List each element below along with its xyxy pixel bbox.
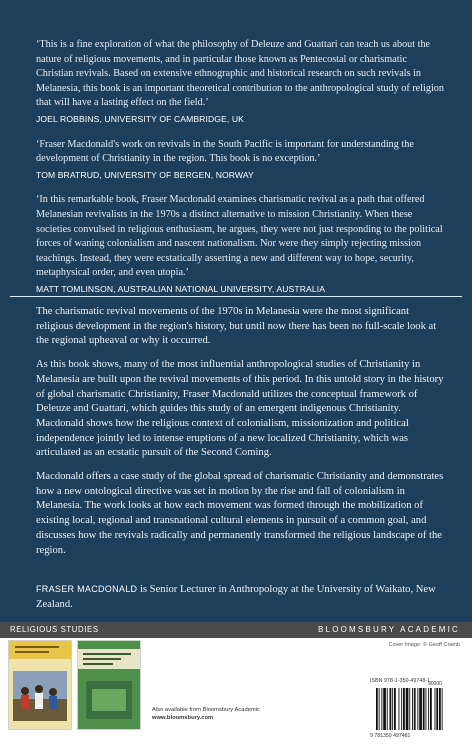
related-book-cover — [77, 640, 141, 730]
endorsement — [36, 138, 446, 183]
publisher-website: www.bloomsbury.com — [152, 715, 214, 721]
endorsement-text: ‘Fraser Macdonald's work on revivals in the South Pacific is important for understanding the development of Christianity in the region. This book is no exception.’ — [36, 138, 414, 165]
endorsement-attribution: MATT TOMLINSON, AUSTRALIAN NATIONAL UNIVERSITY, AUSTRALIA — [36, 283, 326, 294]
also-available-text: Also available from Bloomsbury Academic — [152, 707, 260, 713]
related-book-cover — [8, 640, 72, 730]
endorsement-attribution: TOM BRATRUD, UNIVERSITY OF BERGEN, NORWAY — [36, 169, 254, 180]
endorsement-attribution: JOEL ROBBINS, UNIVERSITY OF CAMBRIDGE, UK — [36, 113, 244, 124]
endorsement — [36, 193, 446, 296]
also-available — [152, 706, 272, 722]
author-name: FRASER MACDONALD — [36, 584, 138, 594]
author-bio — [36, 582, 446, 612]
back-cover-footer — [0, 622, 472, 750]
description-paragraph: The charismatic revival movements of the 1970s in Melanesia were the most significant religious development in the region's history, but until now there has been no full-scale look at the regional upheaval or why it occurred. — [36, 306, 437, 347]
divider-rule — [10, 296, 462, 297]
book-description — [36, 305, 446, 567]
subject-bar — [0, 622, 472, 638]
author-bio-text: is Senior Lecturer in Anthropology at the University of Waikato, New Zealand. — [36, 584, 436, 610]
endorsement-text: ‘In this remarkable book, Fraser Macdonald examines charismatic revival as a path that offered Melanesian revivalists in the 1970s a distinct alternative to mission Christianity. When these societies convulsed in religious enthusiasm, he argues, they were not just responding to the political forces of waning colonialism and nascent nationalism. Nor were they simply rejecting mission teachings. Instead, they were ecstatically asserting a new and different way to hope, security, metaphysical order, and even utopia.’ — [36, 194, 443, 279]
description-paragraph: As this book shows, many of the most influential anthropological studies of Christianity in Melanesia are built upon the revival movements of this period. In this untold story in the history of global charismatic Christianity, Fraser Macdonald utilizes the conceptual framework of Deleuze and Guattari, which guides this study of an emergent indigenous Christianity. Macdonald shows how the religious context of colonialism, missionization and political independence jointly led to intense eruptions of a new localized Christianity, which was articulated as an ecstatic pursuit of the Second Coming. — [36, 359, 444, 459]
price-code: 90000 — [428, 681, 442, 687]
barcode-digits: 9 781350 497481 — [370, 733, 411, 739]
publisher-name: BLOOMSBURY ACADEMIC — [318, 625, 460, 634]
cover-credit: Cover Image: © Geoff Cramb — [388, 642, 460, 648]
description-paragraph: Macdonald offers a case study of the global spread of charismatic Christianity and demonstrates how a new ontological directive was set in motion by the rise and fall of colonialism in Melanesia. The work looks at how each movement was formed through the mobilization of existing local, regional and transnational cultural elements in pursuit of a common goal, and discusses how the revivals radically and permanently transformed the religious landscape of the region. — [36, 471, 444, 556]
endorsement — [36, 38, 446, 127]
subject-category: RELIGIOUS STUDIES — [10, 625, 99, 634]
endorsement-text: ‘This is a fine exploration of what the philosophy of Deleuze and Guattari can teach us about the nature of religious movements, and in particular those known as Pentecostal or charismatic Christian revivals. Based on extensive ethnographic and historical research on such revivals in Melanesia, this book is an important theoretical contribution to the anthropological study of religion that will have a lasting effect on the field.’ — [36, 39, 444, 109]
endorsements — [36, 38, 446, 308]
isbn-label: ISBN 978-1-350-49748-1 — [370, 678, 431, 684]
